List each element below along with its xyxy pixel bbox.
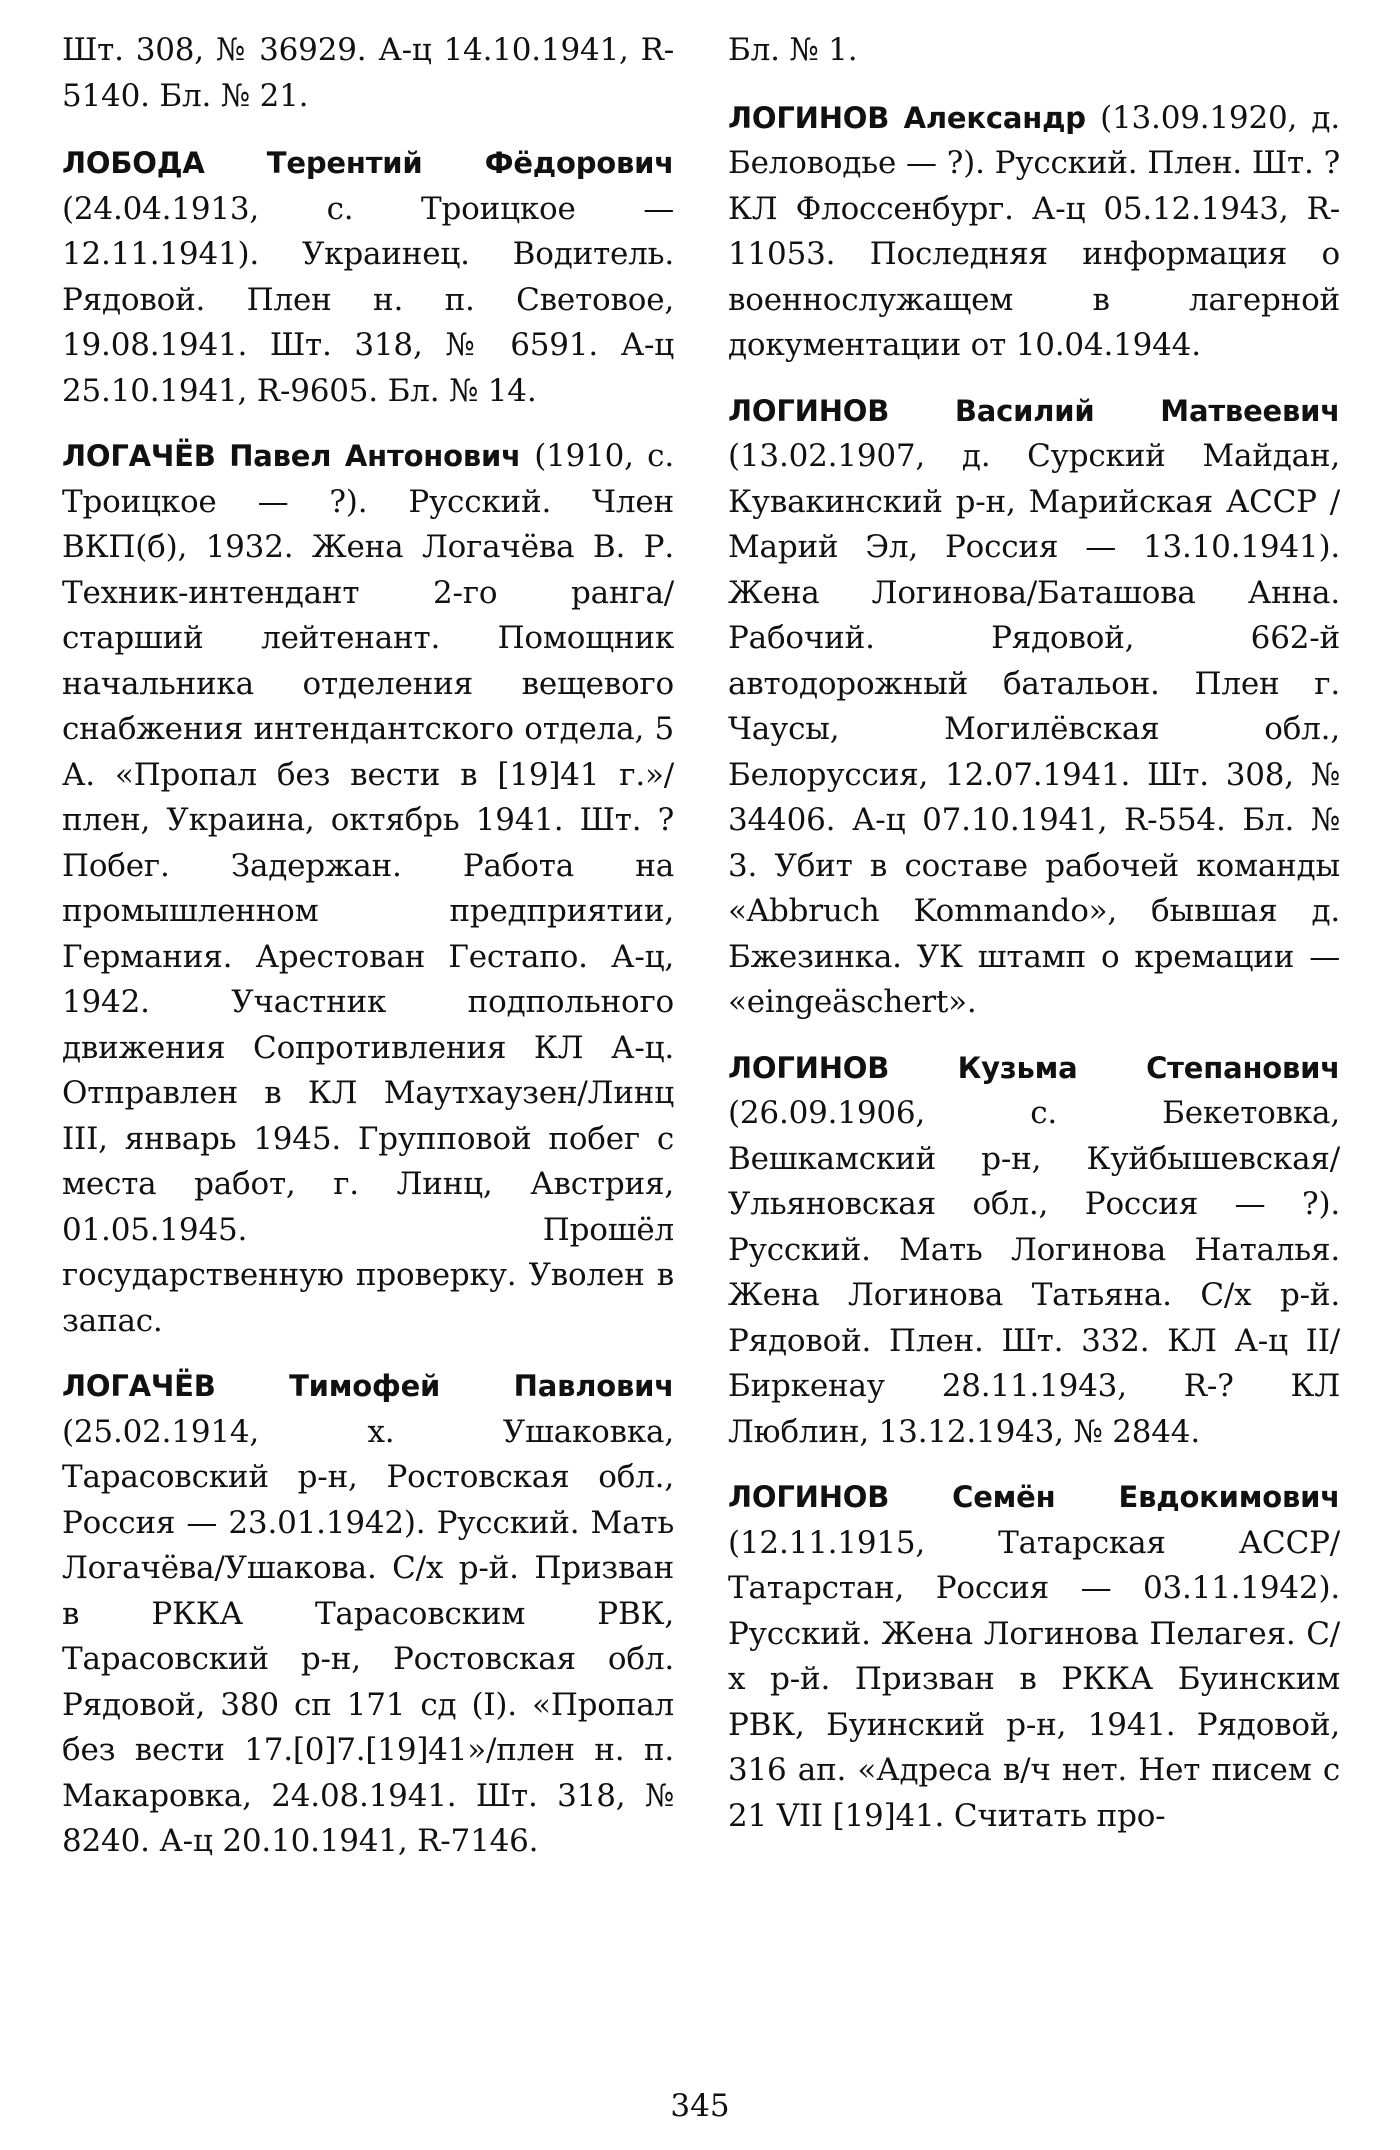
entry-loginov-aleksandr — [728, 96, 1340, 369]
entry-name: ЛОГАЧЁВ Тимофей Павлович — [62, 1369, 674, 1403]
entry-name: ЛОГАЧЁВ Павел Антонович — [62, 439, 521, 473]
entry-text: (24.04.1913, с. Троицкое — 12.11.1941). Украинец. Водитель. Рядовой. Плен н. п. Световое, 19.08.1941. Шт. 318, № 6591. А-ц 25.10.1941, R-9605. Бл. № 14. — [62, 190, 674, 409]
entry-name: ЛОГИНОВ Кузьма Степанович — [728, 1050, 1340, 1085]
continuation-text: Бл. № 1. — [728, 32, 858, 68]
right-column — [728, 28, 1340, 1859]
entry-text: (26.09.1906, с. Бекетовка, Вешкамский р-н, Куйбышевская/Ульяновская обл., Россия — ?). Русский. Мать Логинова Наталья. Жена Логинова Татьяна. С/х р-й. Рядовой. Плен. Шт. 332. КЛ А-ц II/Биркенау 28.11.1943, R-? КЛ Люблин, 13.12.1943, № 2844. — [728, 1095, 1340, 1450]
entry-name: ЛОГИНОВ Александр — [728, 100, 1086, 135]
entry-loboda-terentiy — [62, 141, 674, 414]
entry-text: (1910, с. Троицкое — ?). Русский. Член ВКП(б), 1932. Жена Логачёва В. Р. Техник-интендант 2-го ранга/старший лейтенант. Помощник начальника отделения вещевого снабжения интендантского отдела, 5 А. «Пропал без вести в [19]41 г.»/плен, Украина, октябрь 1941. Шт. ? Побег. Задержан. Работа на промышленном предприятии, Германия. Арестован Гестапо. А-ц, 1942. Участник подпольного движения Сопротивления КЛ А-ц. Отправлен в КЛ Маутхаузен/Линц III, январь 1945. Групповой побег с места работ, г. Линц, Австрия, 01.05.1945. Прошёл государственную проверку. Уволен в запас. — [62, 438, 674, 1339]
left-column — [62, 28, 674, 1885]
entry-logachev-timofey — [62, 1364, 674, 1865]
entry-text: (13.09.1920, д. Беловодье — ?). Русский. Плен. Шт. ? КЛ Флоссенбург. А-ц 05.12.1943, R-11053. Последняя информация о военнослужащем в лагерной документации от 10.04.1944. — [728, 99, 1340, 363]
entry-text: (12.11.1915, Татарская АССР/Татарстан, Россия — 03.11.1942). Русский. Жена Логинова Пелагея. С/х р-й. Призван в РККА Буинским РВК, Буинский р-н, 1941. Рядовой, 316 ап. «Адреса в/ч нет. Нет писем с 21 VII [19]41. Считать про- — [728, 1524, 1340, 1834]
entry-loginov-vasiliy — [728, 389, 1340, 1026]
entry-logachev-pavel — [62, 434, 674, 1344]
entry-loginov-semen — [728, 1475, 1340, 1839]
entry-text: (25.02.1914, х. Ушаковка, Тарасовский р-н, Ростовская обл., Россия — 23.01.1942). Русский. Мать Логачёва/Ушакова. С/х р-й. Призван в РККА Тарасовским РВК, Тарасовский р-н, Ростовская обл. Рядовой, 380 сп 171 сд (I). «Пропал без вести 17.[0]7.[19]41»/плен н. п. Макаровка, 24.08.1941. Шт. 318, № 8240. А-ц 20.10.1941, R-7146. — [62, 1413, 674, 1859]
page-number: 345 — [670, 2088, 730, 2124]
entry-name: ЛОГИНОВ Василий Матвеевич — [728, 393, 1340, 428]
entry-loginov-kuzma — [728, 1046, 1340, 1456]
entry-text: (13.02.1907, д. Сурский Майдан, Кувакинский р-н, Марийская АССР / Марий Эл, Россия — 13.10.1941). Жена Логинова/Баташова Анна. Рабочий. Рядовой, 662-й автодорожный батальон. Плен г. Чаусы, Могилёвская обл., Белоруссия, 12.07.1941. Шт. 308, № 34406. А-ц 07.10.1941, R-554. Бл. № 3. Убит в составе рабочей команды «Abbruch Kommando», бывшая д. Бжезинка. УК штамп о кремации — «eingeäschert». — [728, 438, 1340, 1020]
entry-name: ЛОБОДА Терентий Фёдорович — [62, 146, 674, 180]
continuation-text: Шт. 308, № 36929. А-ц 14.10.1941, R-5140. Бл. № 21. — [62, 32, 674, 114]
entry-name: ЛОГИНОВ Семён Евдокимович — [728, 1480, 1340, 1514]
